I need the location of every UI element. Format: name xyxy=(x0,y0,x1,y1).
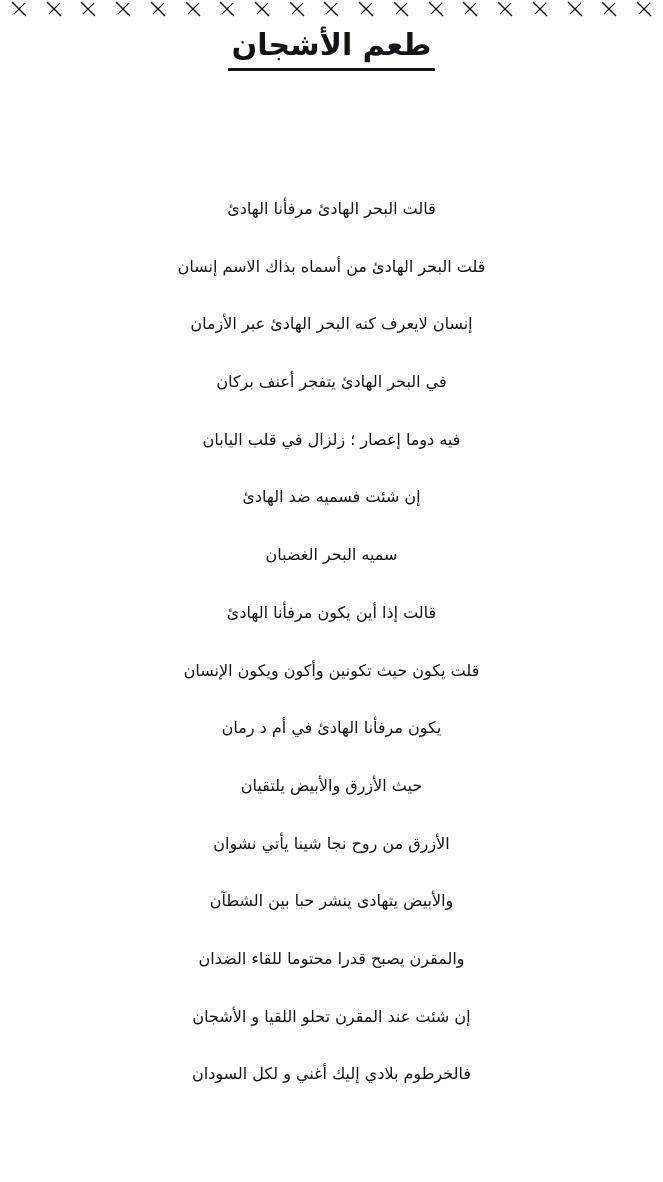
poem-verse: يكون مرفأنا الهادئ في أم د رمان xyxy=(221,718,442,738)
stitch-icon xyxy=(390,0,412,18)
stitch-icon xyxy=(216,0,238,18)
poem-verse: قالت إذا أين يكون مرفأنا الهادئ xyxy=(226,602,437,622)
top-ornament-border xyxy=(0,0,663,22)
poem-verse: إن شئت فسميه ضد الهادئ xyxy=(242,487,421,507)
poem-title xyxy=(0,26,663,71)
stitch-icon xyxy=(147,0,169,18)
stitch-icon xyxy=(251,0,273,18)
poem-verse: سميه البحر الغضبان xyxy=(265,545,398,565)
stitch-icon xyxy=(43,0,65,18)
stitch-icon xyxy=(598,0,620,18)
stitch-icon xyxy=(286,0,308,18)
stitch-icon xyxy=(459,0,481,18)
poem-verse: فالخرطوم بلادي إليك أغني و لكل السودان xyxy=(192,1064,471,1084)
poem-verse: إن شئت عند المقرن تحلو اللقيا و الأشجان xyxy=(192,1006,471,1026)
stitch-icon xyxy=(529,0,551,18)
poem-verse: قلت يكون حيث تكونين وأكون ويكون الإنسان xyxy=(183,660,480,680)
poem-verse: قالت البحر الهادئ مرفأنا الهادئ xyxy=(227,199,436,218)
stitch-icon xyxy=(182,0,204,18)
poem-verse: في البحر الهادئ يتفجر أعنف بركان xyxy=(216,372,447,392)
stitch-icon xyxy=(564,0,586,18)
stitch-icon xyxy=(77,0,99,18)
poem-title-text: طعم الأشجان xyxy=(228,26,436,71)
stitch-icon xyxy=(633,0,655,18)
poem-body xyxy=(0,180,663,1103)
stitch-icon xyxy=(494,0,516,18)
poem-verse: إنسان لايعرف كنه البحر الهادئ عبر الأزمان xyxy=(190,314,473,334)
poem-verse: حيث الأزرق والأبيض يلتقيان xyxy=(240,775,423,795)
poem-verse: والأبيض يتهادى ينشر حبا بين الشطآن xyxy=(209,891,454,911)
stitch-icon xyxy=(425,0,447,18)
poem-verse: فيه دوما إعصار ؛ زلزال في قلب اليابان xyxy=(202,429,461,449)
poem-verse: الأزرق من روح نجا شينا يأتي نشوان xyxy=(213,833,450,853)
poem-verse: والمقرن يصبح قدرا محتوما للقاء الضدان xyxy=(198,948,465,968)
poem-verse: قلت البحر الهادئ من أسماه بذاك الاسم إنسان xyxy=(177,256,486,276)
stitch-icon xyxy=(8,0,30,18)
stitch-icon xyxy=(320,0,342,18)
stitch-icon xyxy=(112,0,134,18)
stitch-icon xyxy=(355,0,377,18)
